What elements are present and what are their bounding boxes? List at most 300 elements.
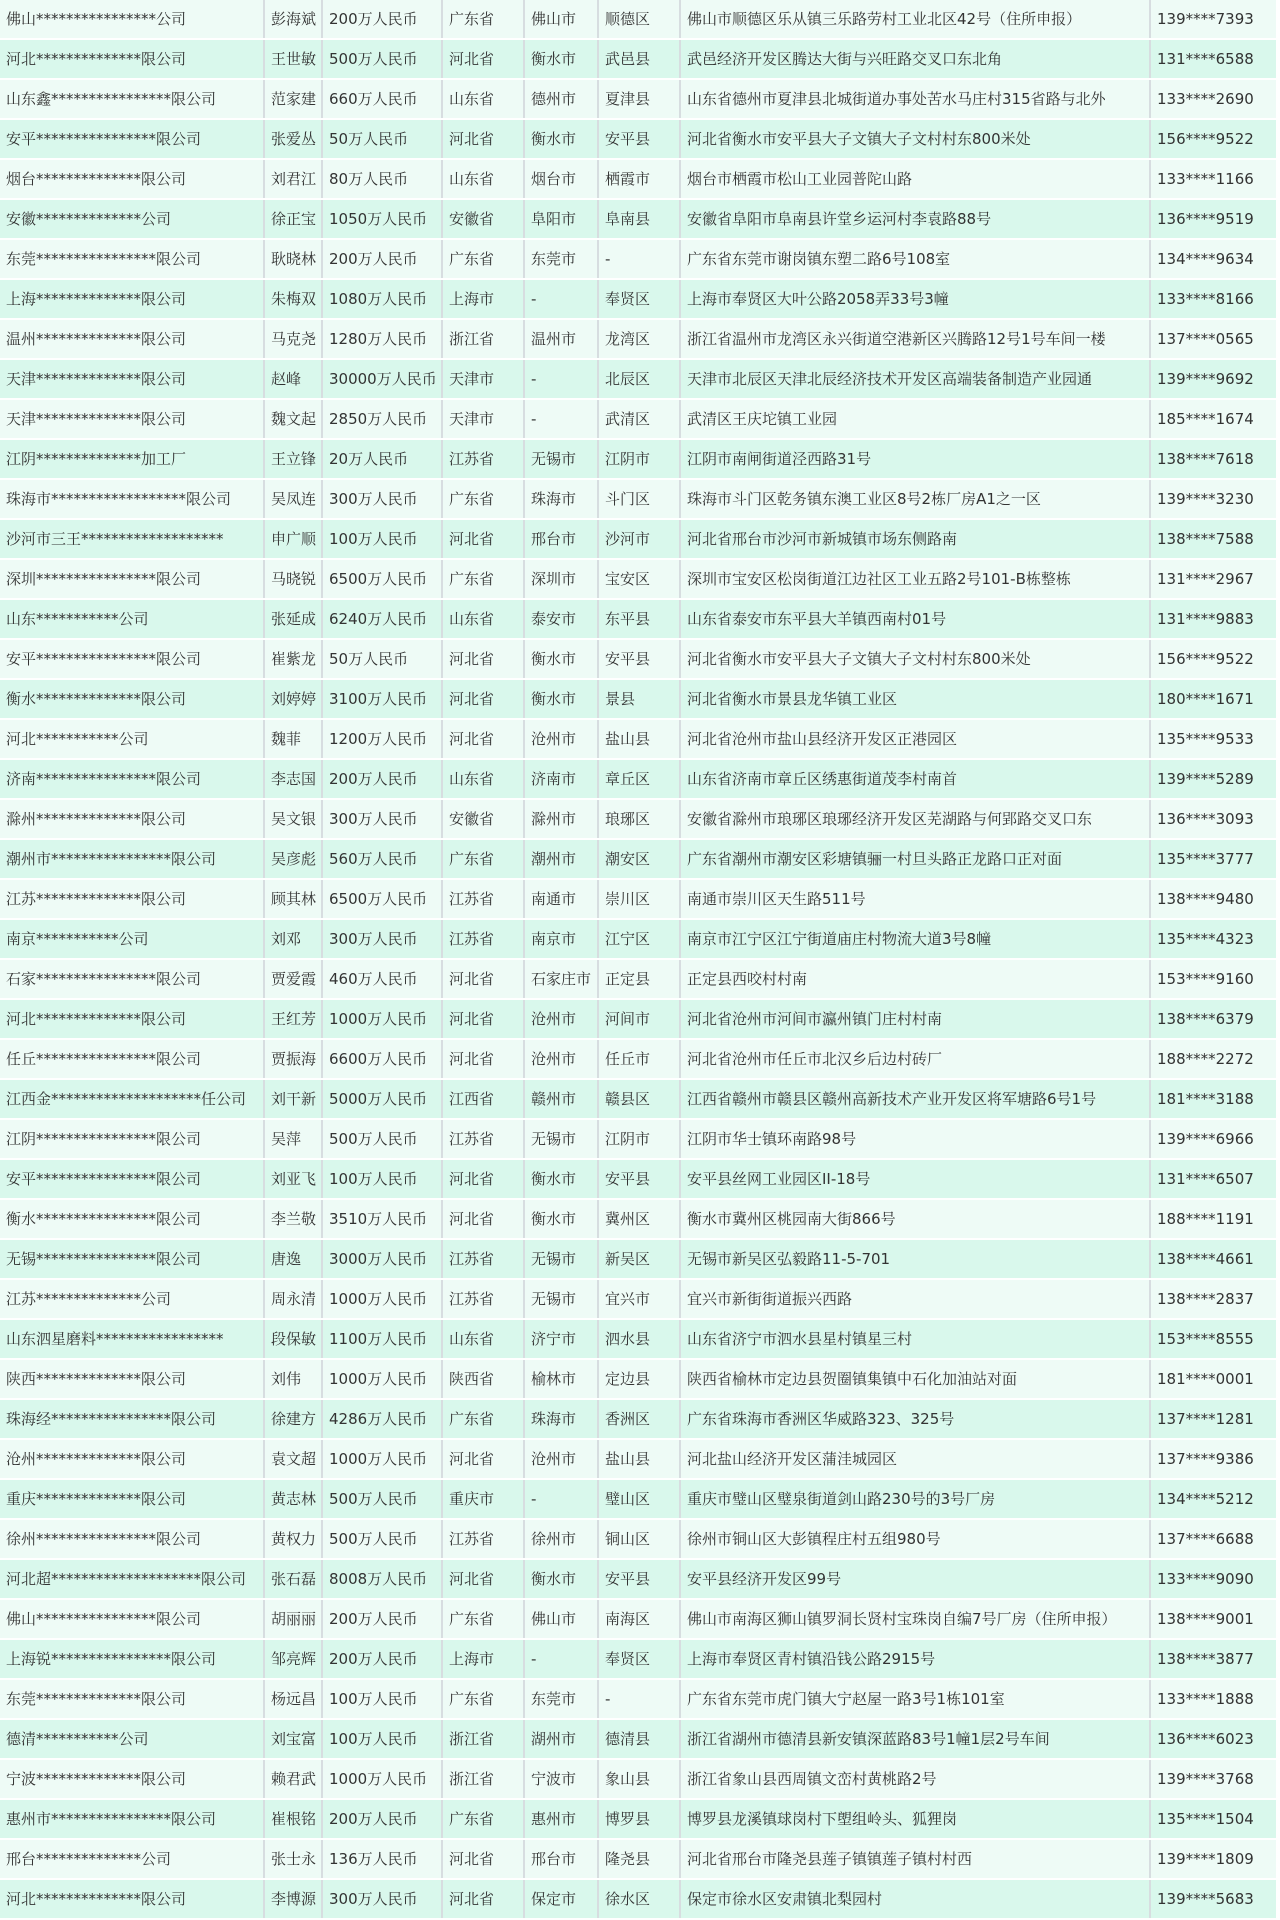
cell-company: 德清***********公司 (0, 1719, 264, 1759)
cell-company: 任丘****************限公司 (0, 1039, 264, 1079)
cell-person: 马克尧 (264, 319, 322, 359)
cell-city: 无锡市 (524, 1119, 598, 1159)
cell-province: 江苏省 (442, 1119, 524, 1159)
cell-address: 河北省衡水市景县龙华镇工业区 (680, 679, 1150, 719)
cell-company: 安徽**************公司 (0, 199, 264, 239)
cell-province: 天津市 (442, 359, 524, 399)
cell-company: 烟台**************限公司 (0, 159, 264, 199)
cell-capital: 500万人民币 (322, 1479, 442, 1519)
cell-person: 刘伟 (264, 1359, 322, 1399)
table-row (0, 999, 1276, 1039)
cell-person: 袁文超 (264, 1439, 322, 1479)
cell-province: 上海市 (442, 279, 524, 319)
cell-city: 潮州市 (524, 839, 598, 879)
cell-person: 张士永 (264, 1839, 322, 1879)
cell-company: 山东***********公司 (0, 599, 264, 639)
cell-phone: 136****3093 (1150, 799, 1276, 839)
cell-capital: 200万人民币 (322, 0, 442, 39)
cell-phone: 135****9533 (1150, 719, 1276, 759)
cell-phone: 137****0565 (1150, 319, 1276, 359)
cell-company: 江苏**************公司 (0, 1279, 264, 1319)
table-row (0, 839, 1276, 879)
cell-capital: 200万人民币 (322, 1799, 442, 1839)
cell-city: 无锡市 (524, 439, 598, 479)
cell-city: 衡水市 (524, 639, 598, 679)
cell-address: 重庆市璧山区璧泉街道剑山路230号的3号厂房 (680, 1479, 1150, 1519)
cell-province: 广东省 (442, 559, 524, 599)
cell-province: 河北省 (442, 1879, 524, 1919)
cell-person: 李博源 (264, 1879, 322, 1919)
cell-city: 惠州市 (524, 1799, 598, 1839)
cell-capital: 50万人民币 (322, 119, 442, 159)
cell-address: 珠海市斗门区乾务镇东澳工业区8号2栋厂房A1之一区 (680, 479, 1150, 519)
cell-phone: 138****9001 (1150, 1599, 1276, 1639)
cell-phone: 133****1888 (1150, 1679, 1276, 1719)
cell-person: 王立锋 (264, 439, 322, 479)
cell-capital: 100万人民币 (322, 1719, 442, 1759)
cell-city: 衡水市 (524, 679, 598, 719)
cell-person: 崔紫龙 (264, 639, 322, 679)
table-row (0, 1839, 1276, 1879)
cell-address: 河北省邢台市沙河市新城镇市场东侧路南 (680, 519, 1150, 559)
cell-company: 安平****************限公司 (0, 119, 264, 159)
cell-district: 江阴市 (598, 439, 680, 479)
cell-district: 奉贤区 (598, 1639, 680, 1679)
cell-company: 天津**************限公司 (0, 359, 264, 399)
cell-province: 河北省 (442, 1439, 524, 1479)
cell-phone: 133****1166 (1150, 159, 1276, 199)
cell-city: 邢台市 (524, 1839, 598, 1879)
cell-province: 河北省 (442, 1039, 524, 1079)
cell-district: - (598, 239, 680, 279)
cell-person: 马晓锐 (264, 559, 322, 599)
table-row (0, 1719, 1276, 1759)
cell-company: 衡水**************限公司 (0, 679, 264, 719)
cell-city: 济南市 (524, 759, 598, 799)
cell-capital: 500万人民币 (322, 1519, 442, 1559)
cell-district: 宝安区 (598, 559, 680, 599)
cell-capital: 200万人民币 (322, 1639, 442, 1679)
cell-capital: 136万人民币 (322, 1839, 442, 1879)
cell-company: 东莞**************限公司 (0, 1679, 264, 1719)
cell-phone: 131****9883 (1150, 599, 1276, 639)
cell-company: 滁州**************限公司 (0, 799, 264, 839)
cell-city: 衡水市 (524, 39, 598, 79)
cell-city: - (524, 1479, 598, 1519)
cell-company: 衡水****************限公司 (0, 1199, 264, 1239)
cell-capital: 3100万人民币 (322, 679, 442, 719)
table-row (0, 1599, 1276, 1639)
cell-address: 广东省潮州市潮安区彩塘镇骊一村旦头路正龙路口正对面 (680, 839, 1150, 879)
table-row (0, 1079, 1276, 1119)
cell-city: 赣州市 (524, 1079, 598, 1119)
cell-province: 河北省 (442, 639, 524, 679)
cell-province: 江苏省 (442, 879, 524, 919)
cell-address: 浙江省温州市龙湾区永兴街道空港新区兴腾路12号1号车间一楼 (680, 319, 1150, 359)
cell-district: 江宁区 (598, 919, 680, 959)
table-row (0, 239, 1276, 279)
table-row (0, 0, 1276, 39)
cell-city: 佛山市 (524, 0, 598, 39)
cell-phone: 180****1671 (1150, 679, 1276, 719)
cell-city: 珠海市 (524, 1399, 598, 1439)
cell-province: 广东省 (442, 1679, 524, 1719)
cell-district: 盐山县 (598, 1439, 680, 1479)
cell-capital: 6240万人民币 (322, 599, 442, 639)
table-row (0, 559, 1276, 599)
cell-district: 奉贤区 (598, 279, 680, 319)
cell-city: 沧州市 (524, 719, 598, 759)
cell-phone: 139****7393 (1150, 0, 1276, 39)
cell-address: 浙江省湖州市德清县新安镇深蓝路83号1幢1层2号车间 (680, 1719, 1150, 1759)
table-row (0, 799, 1276, 839)
cell-city: 无锡市 (524, 1239, 598, 1279)
cell-person: 魏菲 (264, 719, 322, 759)
cell-address: 河北省沧州市盐山县经济开发区正港园区 (680, 719, 1150, 759)
cell-address: 天津市北辰区天津北辰经济技术开发区高端装备制造产业园通 (680, 359, 1150, 399)
cell-city: 佛山市 (524, 1599, 598, 1639)
table-row (0, 1879, 1276, 1919)
cell-district: 武清区 (598, 399, 680, 439)
cell-capital: 1000万人民币 (322, 1439, 442, 1479)
cell-address: 博罗县龙溪镇球岗村下塱组岭头、狐狸岗 (680, 1799, 1150, 1839)
cell-capital: 200万人民币 (322, 239, 442, 279)
cell-city: 东莞市 (524, 239, 598, 279)
table-row (0, 1799, 1276, 1839)
cell-company: 深圳****************限公司 (0, 559, 264, 599)
table-row (0, 119, 1276, 159)
table-row (0, 1279, 1276, 1319)
cell-person: 段保敏 (264, 1319, 322, 1359)
cell-district: 北辰区 (598, 359, 680, 399)
cell-address: 安徽省阜阳市阜南县许堂乡运河村李袁路88号 (680, 199, 1150, 239)
cell-phone: 139****3230 (1150, 479, 1276, 519)
cell-person: 吴萍 (264, 1119, 322, 1159)
cell-capital: 500万人民币 (322, 39, 442, 79)
cell-company: 东莞****************限公司 (0, 239, 264, 279)
cell-city: 温州市 (524, 319, 598, 359)
cell-phone: 133****9090 (1150, 1559, 1276, 1599)
cell-phone: 134****5212 (1150, 1479, 1276, 1519)
cell-address: 广东省东莞市谢岗镇东塑二路6号108室 (680, 239, 1150, 279)
cell-district: 正定县 (598, 959, 680, 999)
cell-phone: 139****5683 (1150, 1879, 1276, 1919)
cell-address: 烟台市栖霞市松山工业园普陀山路 (680, 159, 1150, 199)
cell-province: 天津市 (442, 399, 524, 439)
cell-district: 赣县区 (598, 1079, 680, 1119)
table-row (0, 1319, 1276, 1359)
cell-capital: 300万人民币 (322, 799, 442, 839)
cell-address: 无锡市新吴区弘毅路11-5-701 (680, 1239, 1150, 1279)
cell-phone: 181****0001 (1150, 1359, 1276, 1399)
cell-city: 徐州市 (524, 1519, 598, 1559)
cell-address: 衡水市冀州区桃园南大街866号 (680, 1199, 1150, 1239)
cell-province: 广东省 (442, 0, 524, 39)
cell-capital: 300万人民币 (322, 919, 442, 959)
table-row (0, 639, 1276, 679)
cell-district: 香洲区 (598, 1399, 680, 1439)
cell-company: 山东鑫****************限公司 (0, 79, 264, 119)
cell-province: 山东省 (442, 1319, 524, 1359)
cell-company: 温州**************限公司 (0, 319, 264, 359)
cell-company: 上海**************限公司 (0, 279, 264, 319)
cell-city: 沧州市 (524, 1039, 598, 1079)
cell-phone: 134****9634 (1150, 239, 1276, 279)
table-row (0, 1359, 1276, 1399)
cell-phone: 138****4661 (1150, 1239, 1276, 1279)
cell-district: 安平县 (598, 639, 680, 679)
cell-district: 宜兴市 (598, 1279, 680, 1319)
cell-phone: 138****7618 (1150, 439, 1276, 479)
cell-phone: 188****2272 (1150, 1039, 1276, 1079)
cell-city: 榆林市 (524, 1359, 598, 1399)
cell-person: 崔根铭 (264, 1799, 322, 1839)
cell-person: 刘邓 (264, 919, 322, 959)
cell-city: - (524, 279, 598, 319)
cell-person: 贾振海 (264, 1039, 322, 1079)
cell-company: 安平****************限公司 (0, 639, 264, 679)
cell-person: 彭海斌 (264, 0, 322, 39)
cell-district: 安平县 (598, 1559, 680, 1599)
cell-capital: 5000万人民币 (322, 1079, 442, 1119)
cell-company: 珠海经****************限公司 (0, 1399, 264, 1439)
cell-phone: 181****3188 (1150, 1079, 1276, 1119)
cell-phone: 139****3768 (1150, 1759, 1276, 1799)
cell-province: 河北省 (442, 999, 524, 1039)
cell-company: 江西金********************任公司 (0, 1079, 264, 1119)
cell-company: 河北***********公司 (0, 719, 264, 759)
cell-district: 阜南县 (598, 199, 680, 239)
cell-capital: 1100万人民币 (322, 1319, 442, 1359)
cell-company: 河北**************限公司 (0, 999, 264, 1039)
cell-company: 南京***********公司 (0, 919, 264, 959)
table-row (0, 519, 1276, 559)
cell-city: 衡水市 (524, 119, 598, 159)
cell-province: 山东省 (442, 79, 524, 119)
cell-city: 烟台市 (524, 159, 598, 199)
cell-capital: 3000万人民币 (322, 1239, 442, 1279)
cell-district: 斗门区 (598, 479, 680, 519)
cell-phone: 131****6588 (1150, 39, 1276, 79)
cell-capital: 2850万人民币 (322, 399, 442, 439)
cell-address: 安徽省滁州市琅琊区琅琊经济开发区芜湖路与何郢路交叉口东 (680, 799, 1150, 839)
cell-city: 沧州市 (524, 999, 598, 1039)
cell-capital: 3510万人民币 (322, 1199, 442, 1239)
cell-province: 广东省 (442, 1799, 524, 1839)
table-row (0, 759, 1276, 799)
cell-person: 黄权力 (264, 1519, 322, 1559)
cell-capital: 560万人民币 (322, 839, 442, 879)
cell-province: 山东省 (442, 759, 524, 799)
table-row (0, 399, 1276, 439)
table-row (0, 1119, 1276, 1159)
cell-person: 王世敏 (264, 39, 322, 79)
cell-capital: 1200万人民币 (322, 719, 442, 759)
cell-district: 龙湾区 (598, 319, 680, 359)
cell-city: 滁州市 (524, 799, 598, 839)
cell-city: 湖州市 (524, 1719, 598, 1759)
cell-address: 宜兴市新街街道振兴西路 (680, 1279, 1150, 1319)
cell-phone: 138****7588 (1150, 519, 1276, 559)
cell-person: 黄志林 (264, 1479, 322, 1519)
cell-person: 朱梅双 (264, 279, 322, 319)
cell-capital: 1000万人民币 (322, 999, 442, 1039)
cell-province: 河北省 (442, 1839, 524, 1879)
cell-capital: 80万人民币 (322, 159, 442, 199)
cell-phone: 136****6023 (1150, 1719, 1276, 1759)
cell-province: 河北省 (442, 119, 524, 159)
cell-district: 章丘区 (598, 759, 680, 799)
cell-city: 泰安市 (524, 599, 598, 639)
cell-capital: 50万人民币 (322, 639, 442, 679)
cell-company: 河北**************限公司 (0, 39, 264, 79)
cell-company: 山东泗星磨料***************** (0, 1319, 264, 1359)
table-row (0, 1519, 1276, 1559)
cell-phone: 138****6379 (1150, 999, 1276, 1039)
cell-address: 山东省济南市章丘区绣惠街道茂李村南首 (680, 759, 1150, 799)
cell-phone: 133****8166 (1150, 279, 1276, 319)
cell-city: 保定市 (524, 1879, 598, 1919)
cell-company: 安平****************限公司 (0, 1159, 264, 1199)
table-row (0, 1039, 1276, 1079)
cell-city: 无锡市 (524, 1279, 598, 1319)
cell-province: 河北省 (442, 39, 524, 79)
cell-person: 刘干新 (264, 1079, 322, 1119)
cell-capital: 200万人民币 (322, 1599, 442, 1639)
cell-person: 耿晓林 (264, 239, 322, 279)
cell-company: 佛山****************限公司 (0, 1599, 264, 1639)
cell-city: 石家庄市 (524, 959, 598, 999)
cell-address: 浙江省象山县西周镇文峦村黄桃路2号 (680, 1759, 1150, 1799)
cell-district: 顺德区 (598, 0, 680, 39)
cell-person: 赖君武 (264, 1759, 322, 1799)
cell-province: 河北省 (442, 959, 524, 999)
cell-phone: 188****1191 (1150, 1199, 1276, 1239)
cell-capital: 100万人民币 (322, 1159, 442, 1199)
cell-person: 贾爱霞 (264, 959, 322, 999)
cell-person: 吴文银 (264, 799, 322, 839)
cell-person: 邹亮辉 (264, 1639, 322, 1679)
cell-city: 深圳市 (524, 559, 598, 599)
table-row (0, 719, 1276, 759)
cell-city: - (524, 1639, 598, 1679)
cell-person: 张延成 (264, 599, 322, 639)
cell-district: 安平县 (598, 1159, 680, 1199)
cell-capital: 6500万人民币 (322, 879, 442, 919)
cell-phone: 185****1674 (1150, 399, 1276, 439)
cell-capital: 4286万人民币 (322, 1399, 442, 1439)
table-row (0, 919, 1276, 959)
cell-address: 河北盐山经济开发区蒲洼城园区 (680, 1439, 1150, 1479)
cell-address: 正定县西咬村村南 (680, 959, 1150, 999)
cell-company: 河北超********************限公司 (0, 1559, 264, 1599)
cell-capital: 100万人民币 (322, 1679, 442, 1719)
cell-province: 上海市 (442, 1639, 524, 1679)
cell-address: 河北省衡水市安平县大子文镇大子文村村东800米处 (680, 639, 1150, 679)
cell-capital: 1000万人民币 (322, 1359, 442, 1399)
cell-city: 阜阳市 (524, 199, 598, 239)
cell-company: 徐州****************限公司 (0, 1519, 264, 1559)
cell-district: 象山县 (598, 1759, 680, 1799)
cell-capital: 8008万人民币 (322, 1559, 442, 1599)
table-row (0, 1199, 1276, 1239)
cell-address: 上海市奉贤区青村镇沿钱公路2915号 (680, 1639, 1150, 1679)
cell-city: 衡水市 (524, 1199, 598, 1239)
cell-phone: 133****2690 (1150, 79, 1276, 119)
cell-phone: 136****9519 (1150, 199, 1276, 239)
cell-district: 隆尧县 (598, 1839, 680, 1879)
cell-phone: 153****8555 (1150, 1319, 1276, 1359)
cell-province: 江西省 (442, 1079, 524, 1119)
cell-phone: 139****1809 (1150, 1839, 1276, 1879)
cell-district: 铜山区 (598, 1519, 680, 1559)
cell-city: 德州市 (524, 79, 598, 119)
cell-capital: 1280万人民币 (322, 319, 442, 359)
table-row (0, 959, 1276, 999)
cell-address: 佛山市顺德区乐从镇三乐路劳村工业北区42号（住所申报） (680, 0, 1150, 39)
cell-province: 广东省 (442, 1399, 524, 1439)
cell-phone: 139****6966 (1150, 1119, 1276, 1159)
cell-district: 景县 (598, 679, 680, 719)
cell-district: 冀州区 (598, 1199, 680, 1239)
cell-city: 南通市 (524, 879, 598, 919)
cell-district: 江阴市 (598, 1119, 680, 1159)
cell-city: 东莞市 (524, 1679, 598, 1719)
cell-city: 南京市 (524, 919, 598, 959)
cell-person: 吴凤连 (264, 479, 322, 519)
cell-company: 重庆**************限公司 (0, 1479, 264, 1519)
cell-district: 潮安区 (598, 839, 680, 879)
cell-phone: 139****9692 (1150, 359, 1276, 399)
table-row (0, 1159, 1276, 1199)
cell-district: 盐山县 (598, 719, 680, 759)
cell-province: 河北省 (442, 1199, 524, 1239)
cell-district: 河间市 (598, 999, 680, 1039)
cell-district: 徐水区 (598, 1879, 680, 1919)
cell-district: 璧山区 (598, 1479, 680, 1519)
cell-province: 浙江省 (442, 1759, 524, 1799)
cell-company: 无锡****************限公司 (0, 1239, 264, 1279)
table-row (0, 439, 1276, 479)
cell-phone: 156****9522 (1150, 639, 1276, 679)
table-row (0, 1639, 1276, 1679)
cell-company: 江阴****************限公司 (0, 1119, 264, 1159)
cell-capital: 1000万人民币 (322, 1279, 442, 1319)
cell-district: 博罗县 (598, 1799, 680, 1839)
cell-address: 广东省珠海市香洲区华威路323、325号 (680, 1399, 1150, 1439)
cell-district: 栖霞市 (598, 159, 680, 199)
cell-city: - (524, 399, 598, 439)
cell-district: - (598, 1679, 680, 1719)
cell-company: 佛山****************公司 (0, 0, 264, 39)
cell-company: 惠州市****************限公司 (0, 1799, 264, 1839)
cell-city: 衡水市 (524, 1559, 598, 1599)
table-row (0, 1759, 1276, 1799)
cell-address: 武邑经济开发区腾达大街与兴旺路交叉口东北角 (680, 39, 1150, 79)
cell-province: 河北省 (442, 1559, 524, 1599)
cell-company: 珠海市******************限公司 (0, 479, 264, 519)
cell-district: 琅琊区 (598, 799, 680, 839)
cell-district: 夏津县 (598, 79, 680, 119)
cell-address: 河北省衡水市安平县大子文镇大子文村村东800米处 (680, 119, 1150, 159)
cell-province: 重庆市 (442, 1479, 524, 1519)
cell-district: 德清县 (598, 1719, 680, 1759)
cell-province: 山东省 (442, 159, 524, 199)
cell-company: 石家****************限公司 (0, 959, 264, 999)
cell-company: 河北**************限公司 (0, 1879, 264, 1919)
cell-capital: 200万人民币 (322, 759, 442, 799)
cell-phone: 138****2837 (1150, 1279, 1276, 1319)
